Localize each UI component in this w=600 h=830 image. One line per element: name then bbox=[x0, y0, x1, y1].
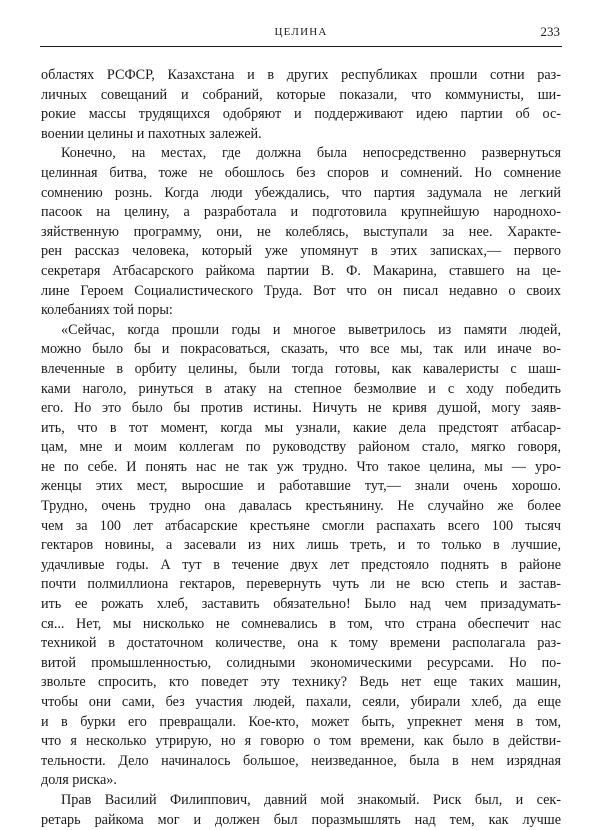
text-line: ить ее рожать хлеб, заставить обязательно! Было над чем призадумать- bbox=[41, 596, 561, 613]
text-line: звольте спросить, кто поведет эту технику? Ведь нет еще таких машин, bbox=[41, 674, 561, 691]
text-line: его. Но это было бы против истины. Ничуть не кривя душой, могу заяв- bbox=[41, 400, 561, 417]
text-line: почти полмиллиона гектаров, перевернуть чуть ли не всю степь и застав- bbox=[41, 576, 561, 593]
text-line: колебаниях той поры: bbox=[41, 302, 173, 319]
paragraph bbox=[41, 66, 561, 144]
text-line: ить, что в тот момент, когда мы узнали, какие дела предстоят атбасар- bbox=[41, 419, 561, 436]
text-line: что я несколько утрирую, но я говорю о том времени, как было в действи- bbox=[41, 733, 561, 750]
text-line: и в бурки его превращали. Кое-кто, может быть, упрекнет меня в том, bbox=[41, 713, 561, 730]
paragraph bbox=[41, 144, 561, 320]
text-line: цам, мне и моим коллегам по руководству районом стало, мягко говоря, bbox=[41, 439, 561, 456]
text-line: техникой в достаточном количестве, она к тому времени располагала раз- bbox=[41, 635, 561, 652]
text-line: можно было бы и покрасоваться, сказать, что все мы, так или иначе во- bbox=[41, 341, 561, 358]
text-line: «Сейчас, когда прошли годы и многое выветрилось из памяти людей, bbox=[61, 321, 561, 338]
text-line: тельности. Дело начиналось большое, неизведанное, была в нем изрядная bbox=[41, 752, 561, 769]
text-line: секретаря Атбасарского райкома партии В. Ф. Макарина, ставшего на це- bbox=[41, 262, 561, 279]
text-line: ся... Нет, мы нисколько не сомневались в том, что страна обеспечит нас bbox=[41, 615, 561, 632]
running-title: ЦЕЛИНА bbox=[274, 26, 328, 38]
text-line: витой промышленностью, солидными экономическими ресурсами. Но по- bbox=[41, 654, 561, 671]
text-line: лине Героем Социалистического Труда. Вот что он писал недавно о своих bbox=[41, 282, 561, 299]
page-header bbox=[40, 24, 562, 47]
text-line: ретарь райкома мог и должен был поразмышлять над тем, как лучше bbox=[41, 811, 561, 828]
text-line: доля риска». bbox=[41, 772, 117, 789]
page-number: 233 bbox=[540, 24, 560, 39]
text-line: гектаров новины, а засевали из них лишь треть, и то только в лучшие, bbox=[41, 537, 561, 554]
text-line: удачливые годы. А тут в течение двух лет предстояло поднять в районе bbox=[41, 556, 561, 573]
text-line: зяйственную программу, они, не колеблясь, выступали за нее. Характе- bbox=[41, 223, 561, 240]
text-line: чем за 100 лет атбасарские крестьяне смогли распахать всего 100 тысяч bbox=[41, 517, 561, 534]
text-line: женцы этих мест, выросшие и работавшие тут,— знали очень хорошо. bbox=[41, 478, 561, 495]
text-line: Прав Василий Филиппович, давний мой знакомый. Риск был, и сек- bbox=[61, 791, 561, 808]
text-line: целинная битва, тоже не обошлось без споров и сомнений. Но сомнение bbox=[41, 164, 561, 181]
text-line: сомнению рознь. Когда люди убеждались, что партия задумала не легкий bbox=[41, 184, 561, 201]
quote-paragraph bbox=[41, 321, 561, 791]
paragraph bbox=[41, 791, 561, 830]
text-line: воении целины и пахотных залежей. bbox=[41, 125, 262, 142]
text-line: Трудно, очень трудно она давалась крестьянину. Не случайно же более bbox=[41, 498, 561, 515]
text-line: рокие массы трудящихся одобряют и поддерживают идею партии об ос- bbox=[41, 106, 561, 123]
body-text bbox=[41, 66, 561, 830]
text-line: не по себе. И понять нас не так уж трудно. Что такое целина, мы — уро- bbox=[41, 458, 561, 475]
text-line: Конечно, на местах, где должна была непосредственно развернуться bbox=[61, 145, 561, 162]
text-line: влеченные в орбиту целины, были тогда готовы, как кавалеристы с шаш- bbox=[41, 360, 561, 377]
text-line: пасоок на целину, а разработала и подготовила крупнейшую народнохо- bbox=[41, 204, 561, 221]
text-line: рен рассказ человека, который уже упомянут в этих записках,— первого bbox=[41, 243, 561, 260]
text-line: чтобы они сами, без участия людей, пахали, сеяли, убирали хлеб, да еще bbox=[41, 694, 561, 710]
text-line: личных совещаний и собраний, которые показали, что коммунисты, ши- bbox=[41, 86, 561, 103]
text-line: ками наголо, ринуться в атаку на степное безмолвие и с ходу победить bbox=[41, 380, 561, 397]
text-line: областях РСФСР, Казахстана и в других республиках прошли сотни раз- bbox=[41, 67, 561, 83]
